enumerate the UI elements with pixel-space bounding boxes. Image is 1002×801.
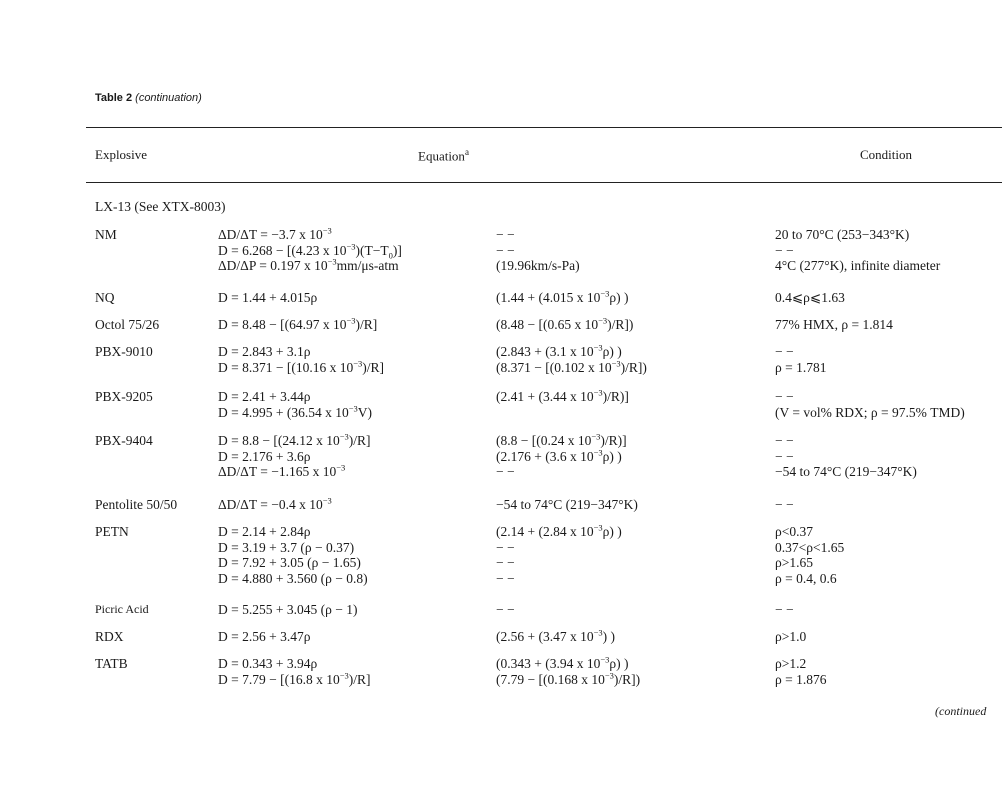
si-equation-cell: (2.14 + (2.84 x $10^{-3}\rho$) ) <box>496 522 622 539</box>
si-equation-cell: − − <box>496 570 515 586</box>
equation-cell: D = 4.995 + (36.54 x $10^{-3}V$) <box>218 403 373 420</box>
explosive-name: Picric Acid <box>95 602 149 616</box>
explosive-name: NQ <box>95 290 115 305</box>
table-caption-note: (continuation) <box>135 92 202 104</box>
si-equation-cell: (8.371 − [(0.102 x $10^{-3})/R$]) <box>496 358 647 375</box>
condition-cell: − − <box>775 433 794 448</box>
equation-cell: D = 3.19 + 3.7 (ρ − 0.37) <box>218 539 355 555</box>
equation-cell: ΔD/ΔP = 0.197 x $10^{-3}mm/\mu s$-atm <box>218 256 399 273</box>
equation-cell: ΔD/ΔT = −0.4 x $10^{-3}$ <box>218 495 332 512</box>
continued-note: (continued <box>935 704 987 718</box>
condition-cell: 4°C (277°K), infinite diameter <box>775 258 941 273</box>
condition-cell: ρ = 1.876 <box>775 671 827 687</box>
si-equation-cell: (8.8 − [(0.24 x $10^{-3})/R$)] <box>496 431 627 448</box>
equation-cell: D = 8.371 − [(10.16 x $10^{-3})/R$] <box>218 358 385 375</box>
explosive-name: PBX-9205 <box>95 389 153 404</box>
equation-cell: D = 8.48 − [(64.97 x $10^{-3})/R$] <box>218 315 378 332</box>
equation-cell: D = 0.343 + 3.94ρ <box>218 656 318 671</box>
condition-cell: (V = vol% RDX; ρ = 97.5% TMD) <box>775 404 965 420</box>
condition-cell: 0.37<ρ<1.65 <box>775 539 845 555</box>
equation-cell: ΔD/ΔT = −3.7 x $10^{-3}$ <box>218 225 332 242</box>
si-equation-cell: (2.56 + (3.47 x $10^{-3}$) ) <box>496 627 616 644</box>
equation-cell: D = 2.41 + 3.44ρ <box>218 389 311 404</box>
si-equation-cell: (19.96km/s-Pa) <box>496 258 580 273</box>
explosive-name: TATB <box>95 656 128 671</box>
column-header-equation-footnote: a <box>464 147 469 157</box>
equation-cell: D = 2.14 + 2.84ρ <box>218 524 311 539</box>
condition-cell: ρ = 0.4, 0.6 <box>775 570 837 586</box>
condition-cell: −54 to 74°C (219−347°K) <box>775 464 917 479</box>
equation-cell: D = 4.880 + 3.560 (ρ − 0.8) <box>218 570 368 586</box>
condition-cell: ρ>1.65 <box>775 555 813 570</box>
explosive-name: PBX-9010 <box>95 344 153 359</box>
equation-cell: D = 7.79 − [(16.8 x $10^{-3})/R$] <box>218 670 371 687</box>
si-equation-cell: (1.44 + (4.015 x $10^{-3}\rho$) ) <box>496 288 629 305</box>
explosive-name: PBX-9404 <box>95 433 153 448</box>
explosive-name: PETN <box>95 524 129 539</box>
si-equation-cell: − − <box>496 602 515 617</box>
condition-cell: − − <box>775 389 794 404</box>
condition-cell: − − <box>775 242 794 258</box>
si-equation-cell: − − <box>496 539 515 555</box>
equation-cell: D = 2.843 + 3.1ρ <box>218 344 311 359</box>
condition-cell: 0.4⩽ρ⩽1.63 <box>775 290 845 305</box>
explosive-name: Pentolite 50/50 <box>95 497 178 512</box>
equation-cell: D = 7.92 + 3.05 (ρ − 1.65) <box>218 555 361 570</box>
explosive-name: NM <box>95 227 117 242</box>
condition-cell: − − <box>775 344 794 359</box>
column-header-condition: Condition <box>860 147 913 162</box>
equation-cell: D = 2.176 + 3.6ρ <box>218 448 311 464</box>
explosive-name: RDX <box>95 629 124 644</box>
si-equation-cell: − − <box>496 242 515 258</box>
condition-cell: 20 to 70°C (253−343°K) <box>775 227 910 242</box>
condition-cell: ρ = 1.781 <box>775 359 827 375</box>
column-header-equation-text: Equation <box>418 148 465 164</box>
si-equation-cell: (8.48 − [(0.65 x $10^{-3})/R$]) <box>496 315 634 332</box>
explosive-name: Octol 75/26 <box>95 317 160 332</box>
si-equation-cell: (2.176 + (3.6 x $10^{-3}\rho$) ) <box>496 447 622 464</box>
equation-cell: ΔD/ΔT = −1.165 x $10^{-3}$ <box>218 462 346 479</box>
condition-cell: ρ<0.37 <box>775 524 813 539</box>
equation-cell: D = 6.268 − [(4.23 x $10^{-3})(T-T_0)$] <box>218 241 402 261</box>
explosive-name: LX-13 (See XTX-8003) <box>95 199 226 214</box>
equation-cell: D = 1.44 + 4.015ρ <box>218 290 318 305</box>
si-equation-cell: (0.343 + (3.94 x $10^{-3}\rho$) ) <box>496 654 629 671</box>
column-header-explosive: Explosive <box>95 147 147 162</box>
si-equation-cell: − − <box>496 555 515 570</box>
si-equation-cell: (2.41 + (3.44 x $10^{-3})/R$)] <box>496 387 629 404</box>
equation-cell: D = 5.255 + 3.045 (ρ − 1) <box>218 602 358 617</box>
si-equation-cell: − − <box>496 227 515 242</box>
condition-cell: − − <box>775 448 794 464</box>
si-equation-cell: (7.79 − [(0.168 x $10^{-3})/R$]) <box>496 670 641 687</box>
condition-cell: ρ>1.0 <box>775 629 807 644</box>
si-equation-cell: −54 to 74°C (219−347°K) <box>496 497 638 512</box>
equation-cell: D = 8.8 − [(24.12 x $10^{-3})/R$] <box>218 431 371 448</box>
condition-cell: 77% HMX, ρ = 1.814 <box>775 317 893 332</box>
equation-cell: D = 2.56 + 3.47ρ <box>218 629 311 644</box>
si-equation-cell: − − <box>496 464 515 479</box>
condition-cell: ρ>1.2 <box>775 656 807 671</box>
condition-cell: − − <box>775 602 794 617</box>
table-caption-label: Table 2 <box>95 92 133 104</box>
condition-cell: − − <box>775 497 794 512</box>
si-equation-cell: (2.843 + (3.1 x $10^{-3}\rho$) ) <box>496 342 622 359</box>
